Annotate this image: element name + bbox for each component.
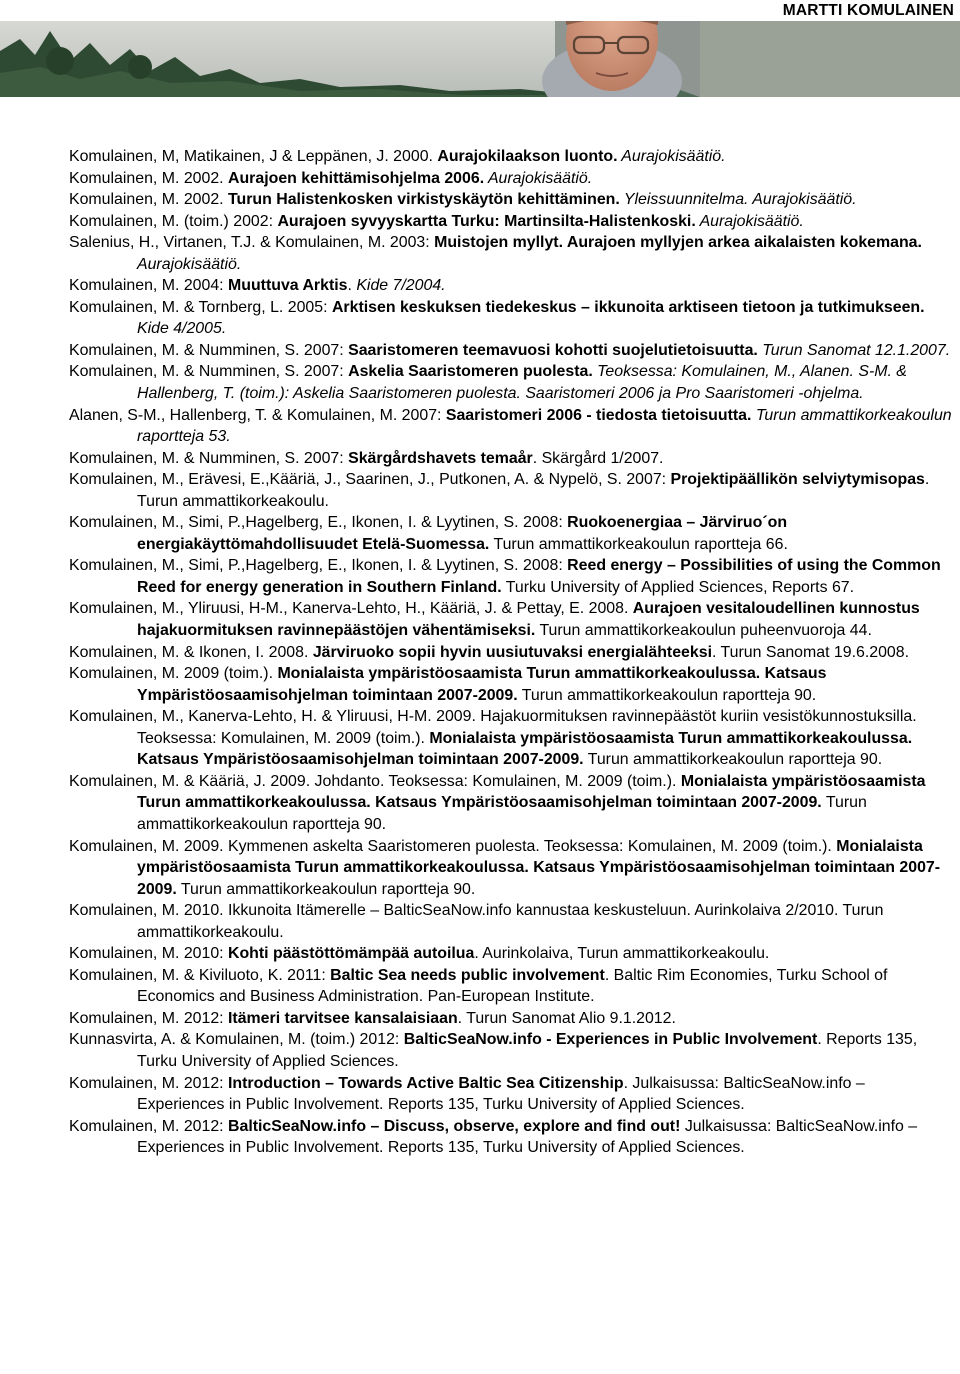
publication-entry	[69, 943, 955, 965]
publication-title: Aurajoen vesitaloudellinen kunnostus hajakuormituksen ravinnepäästöjen vähentämiseksi.	[137, 600, 920, 640]
publication-text: Komulainen, M. & Kääriä, J. 2009. Johdanto. Teoksessa: Komulainen, M. 2009 (toim.).	[69, 772, 681, 790]
publication-entry	[69, 1008, 955, 1030]
publication-text: .	[347, 277, 357, 295]
publication-text: Salenius, H., Virtanen, T.J. & Komulainen, M. 2003:	[69, 234, 435, 252]
publication-title: Monialaista ympäristöosaamista Turun ammattikorkeakoulussa. Katsaus Ympäristöosaamisohjelman toimintaan 2007-2009.	[137, 837, 941, 898]
publication-text: Komulainen, M. & Kiviluoto, K. 2011:	[69, 966, 331, 984]
publication-text: . Reports 135, Turku University of Applied Sciences.	[137, 1031, 918, 1070]
publication-entry	[69, 1116, 955, 1159]
publication-title: Projektipäällikön selviytymisopas	[670, 471, 925, 489]
publication-entry	[69, 297, 955, 340]
publication-source: Kide 4/2005.	[137, 320, 227, 338]
publication-text: Komulainen, M., Yliruusi, H-M., Kanerva-Lehto, H., Kääriä, J. & Pettay, E. 2008.	[69, 600, 633, 618]
publication-text: Komulainen, M. 2012:	[69, 1074, 228, 1092]
publication-text: Komulainen, M., Simi, P.,Hagelberg, E., Ikonen, I. & Lyytinen, S. 2008:	[69, 514, 568, 532]
publication-text: Komulainen, M. 2010. Ikkunoita Itämerelle – BalticSeaNow.info kannustaa keskusteluun. Aurinkolaiva 2/2010. Turun ammattikorkeakoulu.	[69, 902, 884, 941]
publication-text: Komulainen, M. & Numminen, S. 2007:	[69, 449, 349, 467]
publication-text: Kunnasvirta, A. & Komulainen, M. (toim.) 2012:	[69, 1031, 404, 1049]
publication-text: Komulainen, M. 2009 (toim.).	[69, 665, 278, 683]
publication-source: Kide 7/2004.	[356, 277, 446, 295]
publication-title: Ruokoenergiaa – Järviruo´on energiakäyttömahdollisuudet Etelä-Suomessa.	[137, 514, 788, 553]
publication-text: Julkaisussa: BalticSeaNow.info – Experiences in Public Involvement. Reports 135, Turku University of Applied Sciences.	[137, 1117, 918, 1157]
publication-title: Monialaista ympäristöosaamista Turun ammattikorkeakoulussa. Katsaus Ympäristöosaamisohjelman toimintaan 2007-2009.	[137, 772, 926, 812]
publication-entry	[69, 642, 955, 664]
publication-title: Saaristomeren teemavuosi kohotti suojelutietoisuutta.	[348, 341, 758, 359]
publication-text: Komulainen, M. 2010:	[69, 945, 228, 963]
publication-title: Introduction – Towards Active Baltic Sea Citizenship	[228, 1074, 624, 1092]
publication-entry	[69, 771, 955, 836]
publication-entry	[69, 232, 955, 275]
publication-text: Turku University of Applied Sciences, Reports 67.	[501, 578, 855, 596]
publication-text: . Turun Sanomat 19.6.2008.	[712, 643, 910, 661]
publication-entry	[69, 361, 955, 404]
publication-title: Järviruoko sopii hyvin uusiutuvaksi energialähteeksi	[312, 643, 712, 661]
publication-title: Monialaista ympäristöosaamista Turun ammattikorkeakoulussa. Katsaus Ympäristöosaamisohjelman toimintaan 2007-2009.	[137, 729, 913, 769]
publication-text: Turun ammattikorkeakoulun raportteja 90.	[583, 751, 883, 769]
publication-text: Komulainen, M. 2002.	[69, 169, 228, 187]
publication-title: BalticSeaNow.info - Experiences in Public Involvement	[403, 1031, 818, 1049]
publication-text: Komulainen, M. 2012:	[69, 1117, 228, 1135]
banner-photo	[0, 21, 960, 97]
publication-entry	[69, 555, 955, 598]
publication-text: . Skärgård 1/2007.	[532, 449, 664, 467]
publication-title: Kohti päästöttömämpää autoilua	[228, 945, 475, 963]
publication-title: Baltic Sea needs public involvement	[330, 966, 605, 984]
publication-title: Askelia Saaristomeren puolesta.	[348, 363, 593, 381]
publication-entry	[69, 900, 955, 943]
publication-text: Komulainen, M. 2009. Kymmenen askelta Saaristomeren puolesta. Teoksessa: Komulainen, M. 2009 (toim.).	[69, 837, 837, 855]
publication-source: Turun Sanomat 12.1.2007.	[757, 341, 951, 359]
publication-entry	[69, 965, 955, 1008]
publication-source: Aurajokisäätiö.	[137, 255, 242, 273]
publication-entry	[69, 1073, 955, 1116]
publication-text: . Turun Sanomat Alio 9.1.2012.	[457, 1009, 676, 1027]
publication-entry	[69, 211, 955, 233]
publication-title: Muistojen myllyt. Aurajoen myllyjen arkea aikalaisten kokemana.	[434, 234, 922, 252]
publication-text: . Aurinkolaiva, Turun ammattikorkeakoulu.	[474, 945, 770, 963]
publication-text: Turun ammattikorkeakoulun raportteja 90.	[137, 794, 867, 833]
publication-text: Komulainen, M. 2002.	[69, 191, 228, 209]
publication-entry	[69, 469, 955, 512]
publication-list	[69, 146, 955, 1159]
publication-title: Aurajoen kehittämisohjelma 2006.	[228, 169, 485, 187]
publication-text: Komulainen, M. 2004:	[69, 277, 228, 295]
publication-title: Aurajoen syvyyskartta Turku: Martinsilta-Halistenkoski.	[277, 212, 696, 230]
publication-title: Monialaista ympäristöosaamista Turun ammattikorkeakoulussa. Katsaus Ympäristöosaamisohjelman toimintaan 2007-2009.	[137, 665, 827, 704]
publication-text: Komulainen, M. & Ikonen, I. 2008.	[69, 643, 313, 661]
publication-text: Turun ammattikorkeakoulun raportteja 90.	[176, 880, 476, 898]
publication-title: Arktisen keskuksen tiedekeskus – ikkunoita arktiseen tietoon ja tutkimukseen.	[331, 298, 925, 316]
publication-text: Komulainen, M. (toim.) 2002:	[69, 212, 278, 230]
publication-source: Yleissuunnitelma. Aurajokisäätiö.	[619, 191, 857, 209]
publication-text: Komulainen, M., Kanerva-Lehto, H. & Yliruusi, H-M. 2009. Hajakuormituksen ravinnepäästöt kuriin vesistökunnostuksilla. Teoksessa: Komulainen, M. 2009 (toim.).	[69, 708, 917, 747]
publication-title: Saaristomeri 2006 - tiedosta tietoisuutta.	[445, 406, 752, 424]
publication-entry	[69, 512, 955, 555]
publication-entry	[69, 448, 955, 470]
publication-source: Teoksessa: Komulainen, M., Alanen. S-M. & Hallenberg, T. (toim.): Askelia Saaristomeren puolesta. Saaristomeri 2006 ja Pro Saaristomeri -ohjelma.	[137, 363, 907, 403]
publication-text: Turun ammattikorkeakoulun raportteja 90.	[517, 686, 817, 704]
publication-text: Turun ammattikorkeakoulun raportteja 66.	[489, 535, 788, 553]
publication-source: Aurajokisäätiö.	[617, 148, 726, 165]
publication-title: Muuttuva Arktis	[228, 277, 348, 295]
publication-entry	[69, 275, 955, 297]
publication-text: . Turun ammattikorkeakoulu.	[137, 471, 930, 510]
publication-entry	[69, 598, 955, 641]
publication-text: Alanen, S-M., Hallenberg, T. & Komulainen, M. 2007:	[69, 406, 446, 424]
page-header-author-name: MARTTI KOMULAINEN	[782, 2, 954, 19]
publication-text: Komulainen, M. & Numminen, S. 2007:	[69, 363, 349, 381]
publication-text: Komulainen, M., Erävesi, E.,Kääriä, J., Saarinen, J., Putkonen, A. & Nypelö, S. 2007:	[69, 471, 671, 489]
publication-text: . Baltic Rim Economies, Turku School of Economics and Business Administration. Pan-European Institute.	[137, 966, 888, 1006]
publication-entry	[69, 663, 955, 706]
publication-entry	[69, 1029, 955, 1072]
publication-text: . Julkaisussa: BalticSeaNow.info – Experiences in Public Involvement. Reports 135, Turku University of Applied Sciences.	[137, 1074, 865, 1114]
publication-entry	[69, 189, 955, 211]
portrait-photo-icon	[0, 21, 960, 97]
publication-text: Komulainen, M. & Numminen, S. 2007:	[69, 341, 349, 359]
publication-title: Reed energy – Possibilities of using the Common Reed for energy generation in Southern Finland.	[137, 557, 941, 596]
publication-entry	[69, 146, 955, 168]
publication-text: Komulainen, M, Matikainen, J & Leppänen, J. 2000.	[69, 148, 438, 165]
publication-title: Aurajokilaakson luonto.	[437, 148, 618, 165]
publication-entry	[69, 836, 955, 901]
publication-entry	[69, 706, 955, 771]
publication-entry	[69, 340, 955, 362]
publication-text: Komulainen, M. 2012:	[69, 1009, 228, 1027]
publication-source: Turun ammattikorkeakoulun raportteja 53.	[137, 406, 952, 446]
publication-title: Itämeri tarvitsee kansalaisiaan	[228, 1009, 458, 1027]
publication-title: Skärgårdshavets temaår	[348, 449, 533, 467]
publication-entry	[69, 168, 955, 190]
publication-source: Aurajokisäätiö.	[484, 169, 593, 187]
publication-entry	[69, 405, 955, 448]
publication-source: Aurajokisäätiö.	[695, 212, 804, 230]
publication-text: Turun ammattikorkeakoulun puheenvuoroja 44.	[535, 622, 872, 640]
publication-title: BalticSeaNow.info – Discuss, observe, explore and find out!	[228, 1117, 681, 1135]
publication-title: Turun Halistenkosken virkistyskäytön kehittäminen.	[228, 191, 620, 209]
publication-text: Komulainen, M., Simi, P.,Hagelberg, E., Ikonen, I. & Lyytinen, S. 2008:	[69, 557, 568, 575]
publication-text: Komulainen, M. & Tornberg, L. 2005:	[69, 298, 332, 316]
